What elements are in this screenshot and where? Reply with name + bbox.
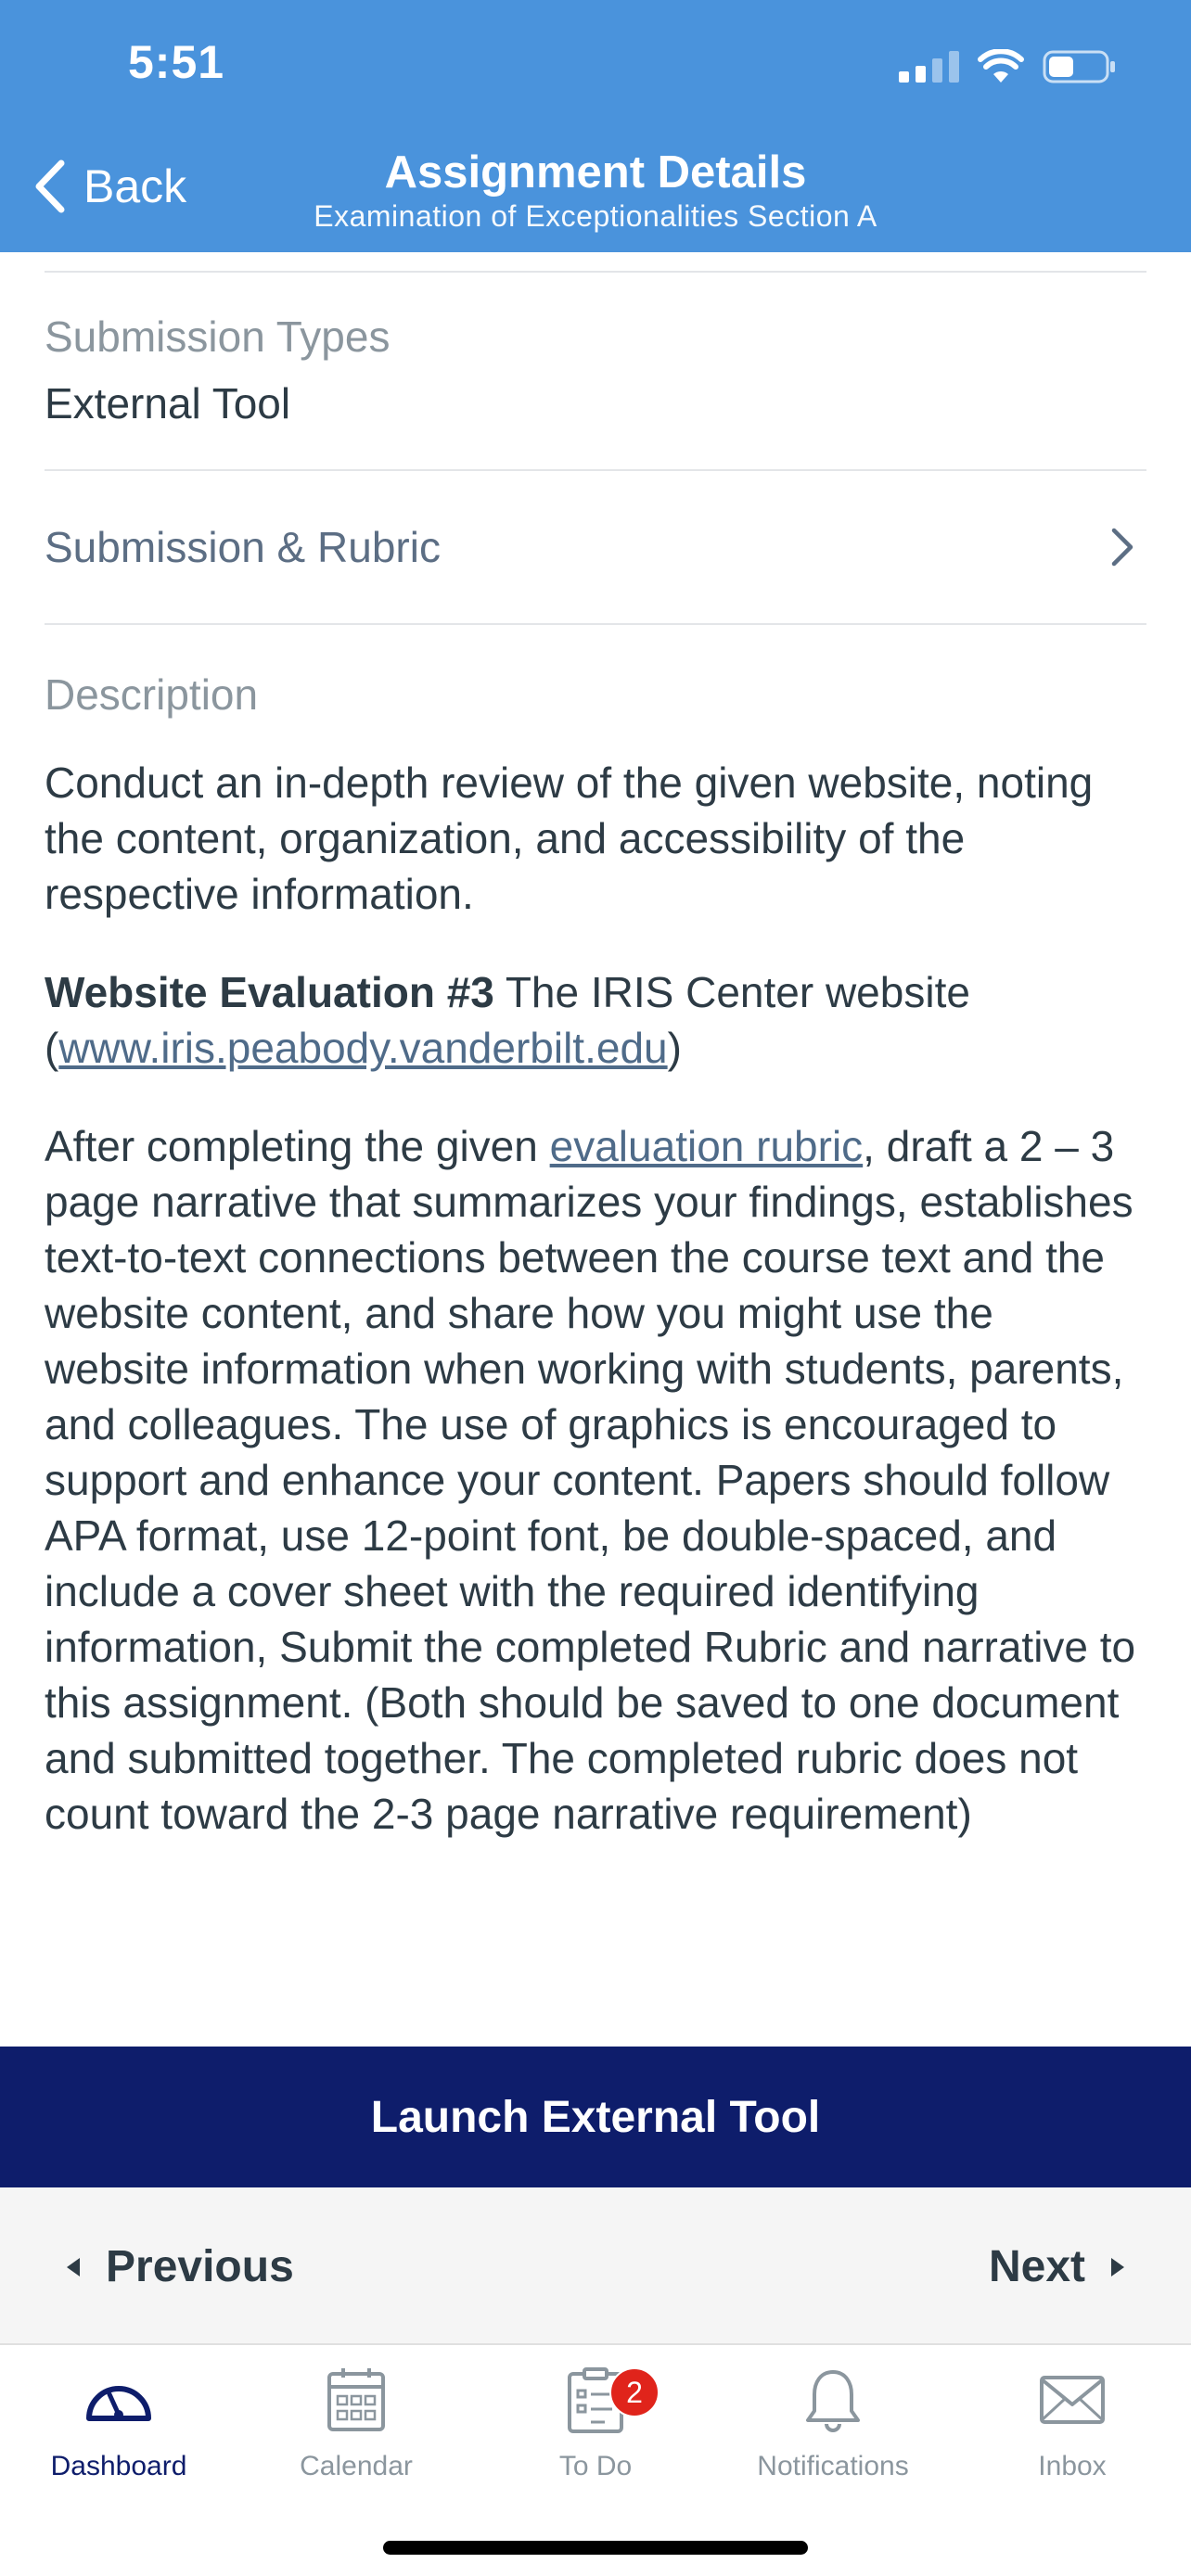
status-time: 5:51 xyxy=(128,36,225,88)
description-text: The IRIS Center website ( xyxy=(45,968,970,1072)
bell-icon xyxy=(803,2366,863,2433)
website-evaluation-heading: Website Evaluation #3 xyxy=(45,968,494,1016)
tab-notifications[interactable] xyxy=(714,2364,952,2482)
cellular-signal-icon xyxy=(899,51,959,83)
divider xyxy=(45,623,1146,625)
description-text: After completing the given xyxy=(45,1122,550,1170)
battery-icon xyxy=(1043,48,1117,85)
description-paragraph: Conduct an in-depth review of the given website, noting the content, organization, and accessibility of the respective information. xyxy=(45,759,1094,918)
tab-label: Notifications xyxy=(757,2451,909,2481)
tab-calendar[interactable] xyxy=(237,2364,475,2482)
wifi-icon xyxy=(978,49,1024,84)
tab-label: To Do xyxy=(558,2451,633,2481)
dashboard-icon xyxy=(82,2372,156,2428)
triangle-left-icon xyxy=(65,2256,82,2278)
previous-label: Previous xyxy=(106,2242,294,2291)
tab-dashboard[interactable] xyxy=(0,2364,237,2482)
tab-todo[interactable] xyxy=(477,2364,714,2482)
description-paragraph xyxy=(45,964,1146,1076)
navigation-header xyxy=(0,0,1191,252)
tab-label: Dashboard xyxy=(50,2451,187,2481)
next-label: Next xyxy=(988,2242,1085,2291)
submission-rubric-link[interactable] xyxy=(45,471,1146,623)
assignment-pager xyxy=(0,2187,1191,2345)
tab-label: Inbox xyxy=(1038,2451,1107,2481)
status-icons xyxy=(899,48,1117,85)
description-text: , draft a 2 – 3 page narrative that summarizes your findings, establishes text-to-text connections between the course text and the website content, and share how you might use the website information when working with students, parents, and colleagues. The use of graphics is encouraged to support and enhance your content. Papers should follow APA format, use 12-point font, be double-spaced, and include a cover sheet with the required identifying information, Submit the completed Rubric and narrative to this assignment. (Both should be saved to one document and submitted together. The completed rubric does not count toward the 2-3 page narrative requirement) xyxy=(45,1122,1136,1838)
description-text: ) xyxy=(667,1024,682,1072)
mail-icon xyxy=(1039,2375,1106,2425)
next-button[interactable] xyxy=(989,2241,1126,2292)
iris-website-link[interactable]: www.iris.peabody.vanderbilt.edu xyxy=(58,1024,668,1072)
todo-count-badge: 2 xyxy=(609,2367,660,2417)
back-label: Back xyxy=(83,160,187,212)
tab-label: Calendar xyxy=(300,2451,413,2481)
previous-button[interactable] xyxy=(65,2241,294,2292)
title-block xyxy=(0,147,1191,234)
page-title: Assignment Details xyxy=(384,147,807,198)
submission-types-value: External Tool xyxy=(45,379,291,427)
assignment-content xyxy=(45,252,1146,1842)
home-indicator xyxy=(383,2541,808,2555)
tab-inbox[interactable] xyxy=(954,2364,1191,2482)
launch-label: Launch External Tool xyxy=(370,2092,821,2142)
evaluation-rubric-link[interactable]: evaluation rubric xyxy=(549,1122,864,1170)
calendar-icon xyxy=(327,2366,386,2433)
submission-types-section xyxy=(45,273,1146,469)
description-body xyxy=(45,755,1146,1842)
course-subtitle: Examination of Exceptionalities Section A xyxy=(314,199,877,233)
description-paragraph xyxy=(45,1118,1146,1842)
chevron-right-icon xyxy=(1109,527,1135,567)
triangle-right-icon xyxy=(1109,2256,1126,2278)
submission-types-label: Submission Types xyxy=(45,312,391,361)
submission-rubric-label: Submission & Rubric xyxy=(45,523,441,571)
launch-external-tool-button[interactable] xyxy=(0,2047,1191,2187)
description-label: Description xyxy=(45,670,259,719)
